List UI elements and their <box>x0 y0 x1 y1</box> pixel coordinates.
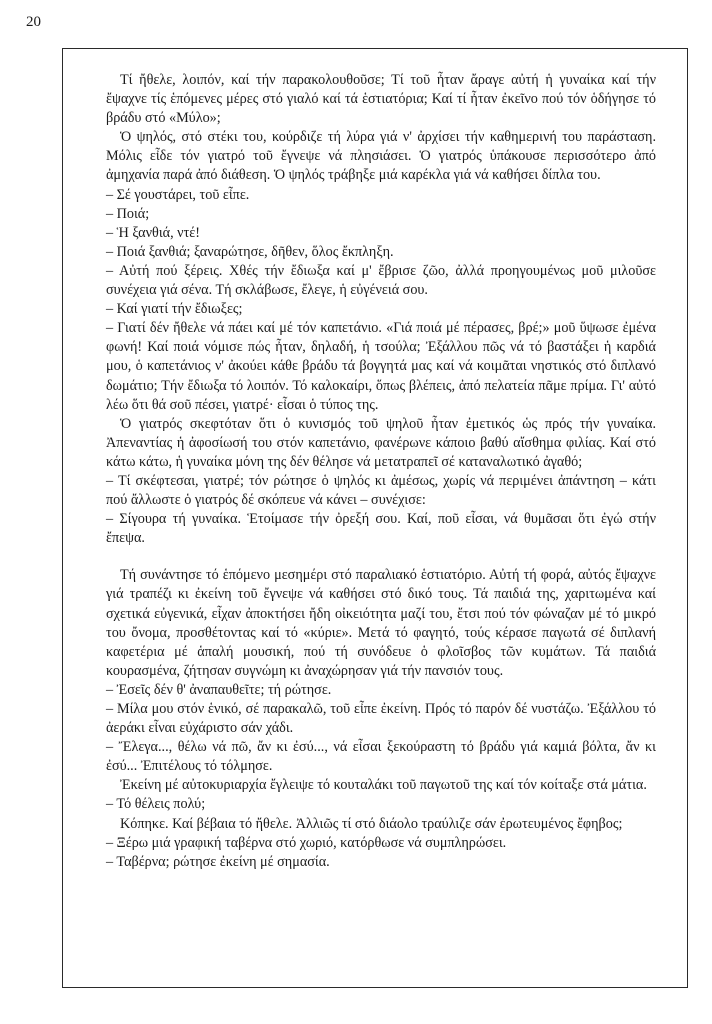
dialogue-line: – Ἔλεγα..., θέλω νά πῶ, ἄν κι ἐσύ..., νά εἶσαι ξεκούραστη τό βράδυ γιά καμιά βόλτα, ἄν κι ἐσύ... Ἐπιτέλους τό τόλμησε. <box>106 739 656 775</box>
dialogue-line: – Σίγουρα τή γυναίκα. Ἑτοίμασε τήν ὀρεξή σου. Καί, ποῦ εἶσαι, νά θυμᾶσαι ὅτι ἐγώ στήν ἔπεψα. <box>106 511 656 547</box>
dialogue-line: – Ταβέρνα; ρώτησε ἐκείνη μέ σημασία. <box>106 853 330 870</box>
dialogue-line: – Τό θέλεις πολύ; <box>106 796 206 813</box>
paragraph: Ὁ ψηλός, στό στέκι του, κούρδιζε τή λύρα γιά ν' ἀρχίσει τήν καθημερινή του παράσταση. Μόλις εἶδε τόν γιατρό τοῦ ἔγνεψε νά πλησιάσει. Ὁ γιατρός ὑπάκουσε περισσότερο ἀπό ἀμηχανία παρά ἀπό διάθεση. Ὁ ψηλός τράβηξε μιά καρέκλα γιά νά καθήσει δίπλα του. <box>106 129 656 184</box>
dialogue-line: – Ποιά; <box>106 205 150 222</box>
dialogue-line: – Μίλα μου στόν ἑνικό, σέ παρακαλῶ, τοῦ εἶπε ἐκείνη. Πρός τό παρόν δέ νυστάζω. Ἐξάλλου τό ἀεράκι εἶναι εὐχάριστο σάν χάδι. <box>106 701 656 737</box>
dialogue-line: – Γιατί δέν ἤθελε νά πάει καί μέ τόν καπετάνιο. «Γιά ποιά μέ πέρασες, βρέ;» μοῦ ὕψωσε ἐμένα φωνή! Καί ποιά νόμισε πώς ἦταν, δηλαδή, ἡ τσούλα; Ἐξάλλου πῶς νά τό βαστάξει ἡ καρδιά μου, ὁ καπετάνιος ν' ἀκούει κάθε βράδυ τά βογγητά μας καί νά κοιμᾶται νηστικός στό διπλανό δωμάτιο; Τήν ἔδιωξα τό λοιπόν. Τό καλοκαίρι, ὅπως βλέπεις, ἀπό πελατεία πᾶμε πρίμα. Γι' αὐτό λέω ὅτι θά σοῦ πέσει, γιατρέ· εἶσαι ὁ τύπος της. <box>106 320 656 413</box>
dialogue-line: – Αὐτή πού ξέρεις. Χθές τήν ἔδιωξα καί μ' ἔβρισε ζῶο, ἀλλά προηγουμένως μοῦ μιλοῦσε συνέχεια γιά σένα. Τή σκλάβωσε, ἔλεγε, ἡ εὐγένειά σου. <box>106 262 656 299</box>
dialogue-line: – Ξέρω μιά γραφική ταβέρνα στό χωριό, κατόρθωσε νά συμπληρώσει. <box>106 834 507 851</box>
paragraph: Τή συνάντησε τό ἑπόμενο μεσημέρι στό παραλιακό ἑστιατόριο. Αὐτή τή φορά, αὐτός ἔψαχνε γιά τραπέζι κι ἐκείνη τοῦ ἔγνεψε νά καθήσει στό δικό τους. Τά παιδιά της, χαριτωμένα καί σχετικά εὐγενικά, εἶχαν ἀποκτήσει ἤδη οἰκειότητα μαζί του, ἔτσι πού τόν φώναζαν μέ τό μικρό του ὄνομα, προσθέτοντας καί τό «κύριε». Μετά τό φαγητό, τούς κέρασε παγωτά σέ διπλανή καφετέρια μέ ἁπαλή μουσική, πού τή συνόδευε ὁ φλοῖσβος τῶν κυμάτων. Τά παιδιά κουρασμένα, ζήτησαν συγνώμη κι ἀναχώρησαν γιά τήν πανσιόν τους. <box>106 567 656 679</box>
text-frame <box>62 48 688 988</box>
paragraph: Ὁ γιατρός σκεφτόταν ὅτι ὁ κυνισμός τοῦ ψηλοῦ ἦταν ἐμετικός ὡς πρός τήν γυναίκα. Ἀπεναντίας ἡ ἀφοσίωσή του στόν καπετάνιο, φανέρωνε κάποιο βαθύ αἴσθημα φιλίας. Καί στό κάτω κάτω, ἡ γυναίκα μόνη της δέν θέλησε νά μετατραπεῖ σέ καταναλωτικό ἀγαθό; <box>106 415 656 470</box>
body-text <box>106 71 656 872</box>
dialogue-line: – Ἡ ξανθιά, ντέ! <box>106 224 200 241</box>
dialogue-line: – Καί γιατί τήν ἔδιωξες; <box>106 301 243 318</box>
dialogue-line: – Ἐσεῖς δέν θ' ἀναπαυθεῖτε; τή ρώτησε. <box>106 681 332 698</box>
paragraph: Κόπηκε. Καί βέβαια τό ἤθελε. Ἀλλιῶς τί στό διάολο τραύλιζε σάν ἐρωτευμένος ἔφηβος; <box>120 815 623 832</box>
paragraph: Τί ἤθελε, λοιπόν, καί τήν παρακολουθοῦσε; Τί τοῦ ἦταν ἄραγε αὐτή ἡ γυναίκα καί τήν ἔψαχνε τίς ἑπόμενες μέρες στό γιαλό καί τά ἑστιατόρια; Καί τί ἦταν ἐκεῖνο πού τόν ὁδήγησε τό βράδυ στό «Μύλο»; <box>106 72 656 127</box>
dialogue-line: – Ποιά ξανθιά; ξαναρώτησε, δῆθεν, ὅλος ἔκπληξη. <box>106 243 394 260</box>
dialogue-line: – Σέ γουστάρει, τοῦ εἶπε. <box>106 186 250 203</box>
dialogue-line: – Τί σκέφτεσαι, γιατρέ; τόν ρώτησε ὁ ψηλός κι ἀμέσως, χωρίς νά περιμένει ἀπάντηση – κάτι πού ἄλλωστε ὁ γιατρός δέ σκόπευε νά κάνει – συνέχισε: <box>106 472 656 509</box>
paragraph: Ἐκείνη μέ αὐτοκυριαρχία ἔγλειψε τό κουταλάκι τοῦ παγωτοῦ της καί τόν κοίταξε στά μάτια. <box>120 777 647 794</box>
page-number: 20 <box>26 14 41 30</box>
